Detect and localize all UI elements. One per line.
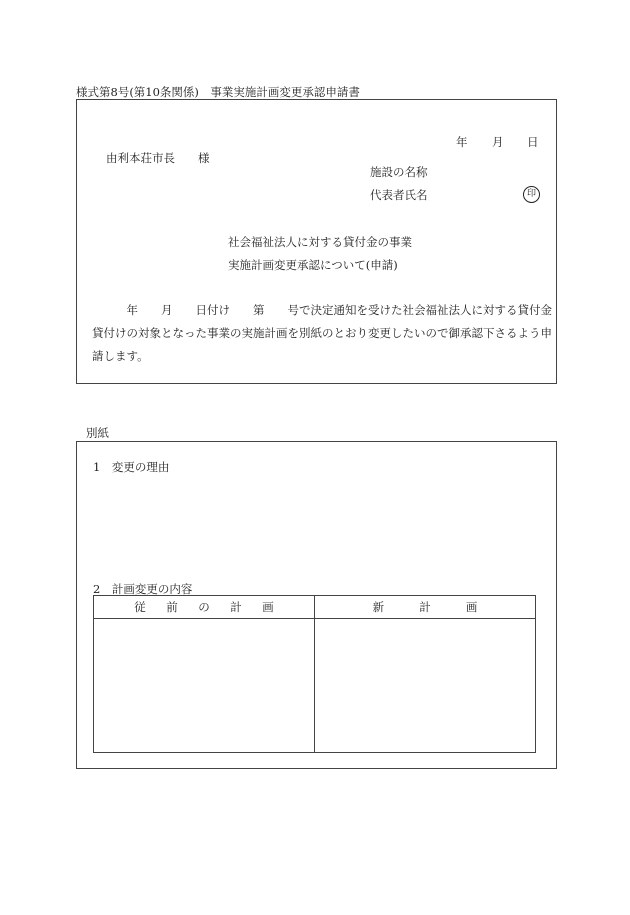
new-plan-cell [315,619,536,753]
attachment-label: 別紙 [86,426,109,440]
header-char: 計 [230,600,242,614]
header-char: 画 [262,600,274,614]
new-plan-header [315,596,536,619]
representative-name-label: 代表者氏名 [370,188,428,202]
header-char: 新 [372,600,385,614]
header-char: 画 [465,600,478,614]
header-char: 計 [419,600,431,614]
header-char: の [198,600,210,614]
table-header-row [94,596,536,619]
section-plan-changes: 2 計画変更の内容 [93,582,193,596]
table-body-row [94,619,536,753]
date-day: 日 [527,135,539,149]
header-char: 従 [134,600,146,614]
seal-mark: 印 [523,186,540,203]
date-month: 月 [492,135,504,149]
form-header: 様式第8号(第10条関係) 事業実施計画変更承認申請書 [76,85,360,99]
header-char: 前 [166,600,178,614]
request-body: 年 月 日付け 第 号で決定通知を受けた社会福祉法人に対する貸付金貸付けの対象となった事業の実施計画を別紙のとおり変更したいので御承認下さるよう申請します。 [92,303,552,363]
date-year: 年 [456,135,468,149]
plan-comparison-table [93,595,536,753]
subject-line-1: 社会福祉法人に対する貸付金の事業 [228,235,412,249]
section-change-reason: 1 変更の理由 [93,460,170,474]
addressee: 由利本荘市長 様 [106,151,210,165]
subject-line-2: 実施計画変更承認について(申請) [228,258,398,272]
previous-plan-cell [94,619,315,753]
previous-plan-header [94,596,315,619]
facility-name-label: 施設の名称 [370,165,428,179]
